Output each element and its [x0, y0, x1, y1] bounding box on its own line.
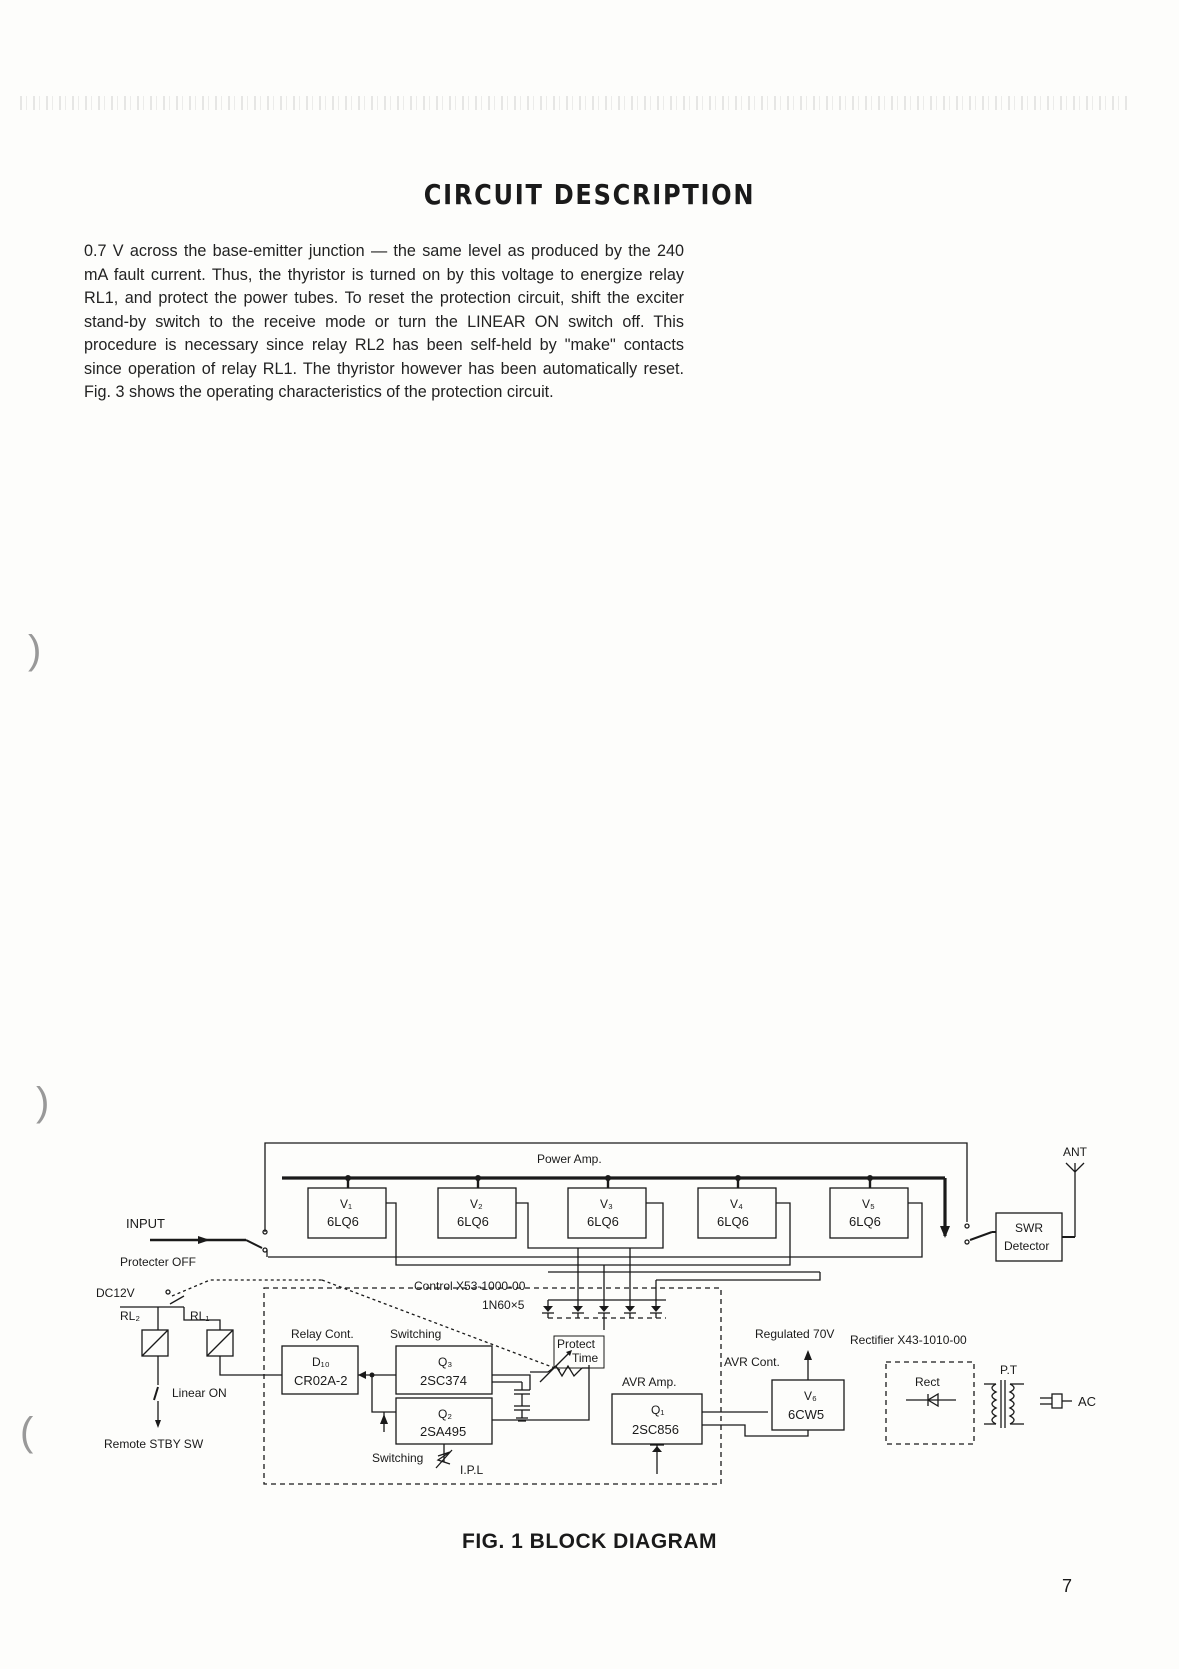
dc12v-label: DC12V: [96, 1286, 135, 1300]
d10-box: [282, 1346, 358, 1394]
diode-row: [542, 1300, 666, 1318]
q2-box: [396, 1398, 492, 1444]
q1-part: 2SC856: [632, 1422, 679, 1437]
input-label: INPUT: [126, 1216, 165, 1231]
q1-box: [612, 1394, 702, 1444]
q2-name: Q₂: [438, 1407, 452, 1421]
relay-cont-label: Relay Cont.: [291, 1327, 354, 1341]
q1-name: Q₁: [651, 1403, 665, 1417]
output-switch-contact: [965, 1224, 969, 1228]
page-number: 7: [1062, 1576, 1073, 1596]
tube-name: V₄: [730, 1197, 743, 1211]
q3-name: Q₃: [438, 1355, 453, 1369]
input-switch-blade: [246, 1240, 262, 1248]
v6-name: V₆: [804, 1389, 817, 1403]
arrow: [804, 1350, 812, 1360]
q3-to-q2: [372, 1375, 396, 1412]
q2-out: [492, 1365, 589, 1420]
switching-top-label: Switching: [390, 1327, 442, 1341]
swr-line1: SWR: [1015, 1221, 1043, 1235]
time-label: Time: [572, 1351, 599, 1365]
bus-arrow: [940, 1226, 950, 1238]
zener-diode: [652, 1446, 662, 1452]
relay-rl1-coil: [207, 1330, 233, 1356]
d10-name: D₁₀: [312, 1355, 330, 1369]
q2-part: 2SA495: [420, 1424, 467, 1439]
tube-v5: [830, 1188, 908, 1238]
diodes-label: 1N60×5: [482, 1298, 525, 1312]
input-arrow: [198, 1236, 210, 1244]
tube-type: 6LQ6: [327, 1214, 359, 1229]
arrow: [358, 1371, 366, 1379]
remote-stby-label: Remote STBY SW: [104, 1437, 204, 1451]
rl1-label: RL₁: [190, 1309, 210, 1323]
switching-bottom-label: Switching: [372, 1451, 424, 1465]
protecter-link: [172, 1280, 322, 1296]
rectifier-label: Rectifier X43-1010-00: [850, 1333, 967, 1347]
swr-detector-box: [996, 1213, 1062, 1261]
tube-name: V₁: [340, 1197, 353, 1211]
pot-arrow: [540, 1352, 570, 1382]
hole-punch-mark: ): [36, 1080, 50, 1124]
protect-label: Protect: [557, 1337, 596, 1351]
pt-label: P.T: [1000, 1363, 1018, 1377]
q3-part: 2SC374: [420, 1373, 467, 1388]
control-label: Control X53-1000-00: [414, 1279, 526, 1293]
tube-v4: [698, 1188, 776, 1238]
power-amp-label: Power Amp.: [537, 1152, 602, 1166]
tube-cathode-line: [656, 1272, 820, 1280]
q3-box: [396, 1346, 492, 1394]
tube-type: 6LQ6: [717, 1214, 749, 1229]
ac-plug-icon: [1040, 1394, 1072, 1408]
body-paragraph: 0.7 V across the base-emitter junction — the same level as produced by the 240 mA fault current. Thus, the thyristor is turned on by this voltage to energize relay RL1, and protect the power tubes. To reset the protection circuit, shift the exciter stand-by switch to the receive mode or turn the LINEAR ON switch off. This procedure is necessary since relay RL2 has been self-held by "make" contacts since operation of relay RL1. The thyristor however has been automatically reset. Fig. 3 shows the operating characteristics of the protection circuit.: [84, 242, 684, 401]
arrow: [380, 1414, 388, 1424]
tube-v2: [438, 1188, 516, 1238]
figure-caption: FIG. 1 BLOCK DIAGRAM: [462, 1530, 717, 1553]
linear-on-label: Linear ON: [172, 1386, 227, 1400]
avr-cont-label: AVR Cont.: [724, 1355, 780, 1369]
output-switch-contact: [965, 1240, 969, 1244]
ant-label: ANT: [1063, 1145, 1087, 1159]
ipl-label: I.P.L: [460, 1463, 484, 1477]
v6-part: 6CW5: [788, 1407, 825, 1422]
tube-name: V₅: [862, 1197, 875, 1211]
tube-name: V₂: [470, 1197, 483, 1211]
rl1-to-relay-cont: [220, 1356, 282, 1375]
dc-switch-blade: [170, 1296, 184, 1304]
tube-type: 6LQ6: [457, 1214, 489, 1229]
ac-label: AC: [1078, 1394, 1097, 1409]
swr-line2: Detector: [1004, 1239, 1050, 1253]
linear-on-switch: [154, 1387, 158, 1400]
rl2-label: RL₂: [120, 1309, 140, 1323]
v6-box: [772, 1380, 844, 1430]
tube-name: V₃: [600, 1197, 613, 1211]
tube-v3: [568, 1188, 646, 1238]
hole-punch-mark: (: [20, 1410, 34, 1454]
rect-label: Rect: [915, 1375, 940, 1389]
page-title: CIRCUIT DESCRIPTION: [423, 178, 756, 211]
protecter-off-label: Protecter OFF: [120, 1255, 197, 1269]
tube-type: 6LQ6: [849, 1214, 881, 1229]
down-arrow: [155, 1420, 161, 1428]
output-switch-blade: [970, 1232, 992, 1240]
tube-v1: [308, 1188, 386, 1238]
dc-switch-contact: [166, 1290, 170, 1294]
tube-type: 6LQ6: [587, 1214, 619, 1229]
d10-part: CR02A-2: [294, 1373, 348, 1388]
relay-rl2-coil: [142, 1330, 168, 1356]
avr-amp-label: AVR Amp.: [622, 1375, 677, 1389]
hole-punch-mark: ): [28, 628, 42, 672]
transformer-symbol: [984, 1380, 1024, 1428]
regulated-label: Regulated 70V: [755, 1327, 835, 1341]
capacitor-symbol: [514, 1382, 530, 1421]
